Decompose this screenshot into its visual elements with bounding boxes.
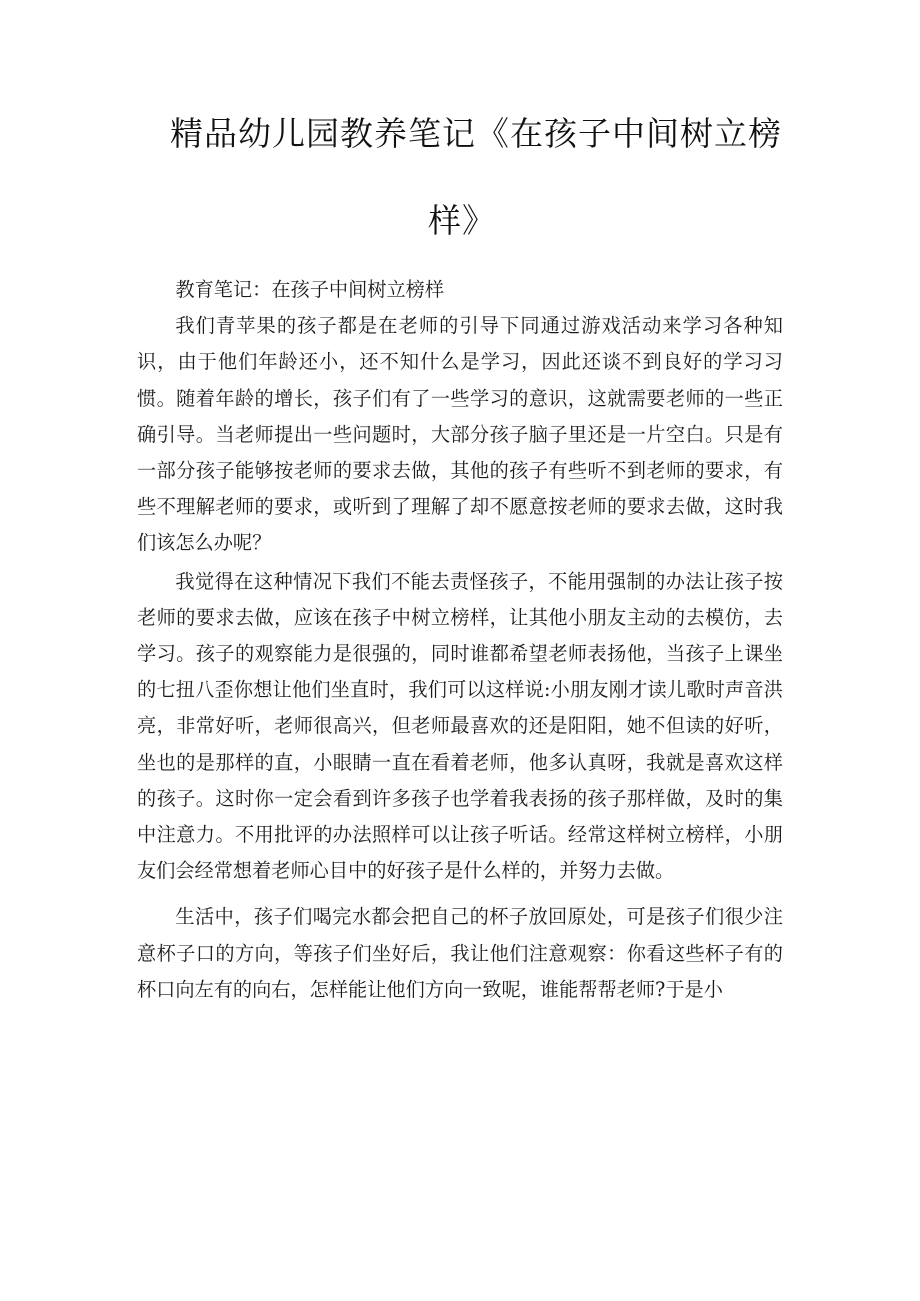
document-title-line-1: 精品幼儿园教养笔记《在孩子中间树立榜 xyxy=(170,114,782,153)
document-body xyxy=(137,272,783,1008)
document-subtitle: 教育笔记：在孩子中间树立榜样 xyxy=(175,278,445,301)
paragraph: 我们青苹果的孩子都是在老师的引导下同通过游戏活动来学习各种知识，由于他们年龄还小，还不知什么是学习，因此还谈不到良好的学习习惯。随着年龄的增长，孩子们有了一些学习的意识，这就需要老师的一些正确引导。当老师提出一些问题时，大部分孩子脑子里还是一片空白。只是有一部分孩子能够按老师的要求去做，其他的孩子有些听不到老师的要求，有些不理解老师的要求，或听到了理解了却不愿意按老师的要求去做，这时我们该怎么办呢？ xyxy=(137,314,783,555)
document-title-line-2: 样》 xyxy=(428,201,496,240)
paragraph: 我觉得在这种情况下我们不能去责怪孩子，不能用强制的办法让孩子按老师的要求去做，应该在孩子中树立榜样，让其他小朋友主动的去模仿，去学习。孩子的观察能力是很强的，同时谁都希望老师表扬他，当孩子上课坐的七扭八歪你想让他们坐直时，我们可以这样说:小朋友刚才读儿歌时声音洪亮，非常好听，老师很高兴，但老师最喜欢的还是阳阳，她不但读的好听，坐也的是那样的直，小眼睛一直在看着老师，他多认真呀，我就是喜欢这样的孩子。这时你一定会看到许多孩子也学着我表扬的孩子那样做，及时的集中注意力。不用批评的办法照样可以让孩子听话。经常这样树立榜样，小朋友们会经常想着老师心目中的好孩子是什么样的，并努力去做。 xyxy=(137,569,783,883)
paragraph: 生活中，孩子们喝完水都会把自己的杯子放回原处，可是孩子们很少注意杯子口的方向，等孩子们坐好后，我让他们注意观察：你看这些杯子有的杯口向左有的向右，怎样能让他们方向一致呢，谁能帮帮老师?于是小 xyxy=(137,905,783,1001)
